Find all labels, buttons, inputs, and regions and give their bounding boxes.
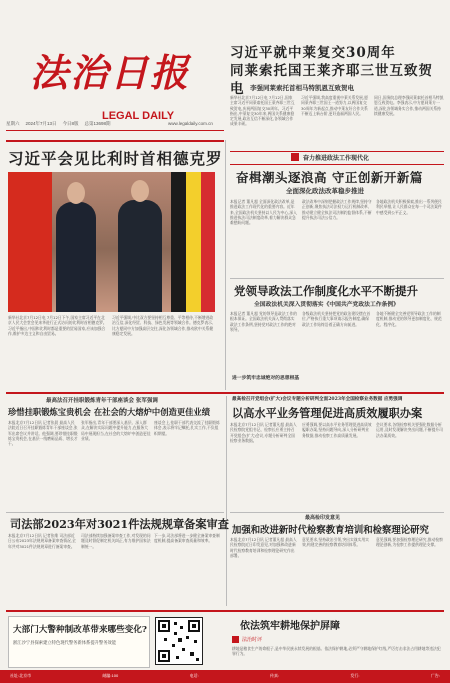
body-text: 同日,国务院总理李强同莱索托首相马特凯恩互致贺电。李强表示,中方愿同莱方一道,深化各领域务实合作,推动两国关系持续健康发展。: [374, 95, 444, 116]
body-text: 本报记者 董凡超 党的领导是政法工作的根本保证。全国政法机关深入贯彻落实政法工作条例,坚持党对政法工作的绝对领导。: [230, 311, 297, 332]
issue-date: 2024年7月13日: [25, 121, 57, 126]
footer-item: 电话:: [189, 673, 199, 678]
top-story-subline: 李强同莱索托首相马特凯恩互致贺电: [250, 84, 354, 92]
body-text: 新华社北京7月12日电 7月12日,国家主席习近平同莱索托国王莱齐耶三世互致贺电,庆祝两国复交30周年。习近平指出,中莱复交30年来,两国关系健康稳定发展,政治互信不断深化,各领域合作成果丰硕。: [230, 95, 295, 127]
flag-china: [8, 172, 30, 312]
story-divider: [230, 278, 444, 279]
body-text: 张军指出,青年干部要深入基层、深入群众,在解决实际问题中提升能力,在服务大局中展现担当,在社会的大熔炉中创造更佳业绩。: [81, 420, 151, 441]
footer-item: 社址:北京市: [10, 673, 32, 678]
weekday: 星期六: [6, 121, 20, 126]
footer-info: [10, 673, 440, 679]
person-xi: [118, 200, 162, 312]
mid-left-kicker: 最高法召开挂职锻炼青年干部座谈会 张军强调: [46, 398, 158, 404]
body-text: 意见要求,坚持政治引领,突出实战实用实效,构建完善的检察教育培训体系。: [302, 537, 369, 548]
person-head: [67, 182, 85, 204]
mid-right-kicker: 最高检召开党组会(扩大)会议专题分析研判全面2023年全国检察业务数据 应勇强调: [232, 397, 403, 402]
lower-right-headline[interactable]: 加强和改进新时代检察教育培训和检察理论研究: [232, 525, 429, 536]
body-text: 本报北京7月12日讯 记者董凡超 最高人民检察院近日印发意见,对加强和改进新时代检察教育培训和检察理论研究作出部署。: [230, 537, 297, 558]
section-icon: [291, 153, 299, 161]
body-text: 习近平强调,中比双方要坚持相互尊重、平等相待,不断增进政治互信,深化经贸、科技、绿色发展等领域合作。德克罗表示,比方愿同中方加强高层交往,深化各领域合作,推动欧中关系健康稳定发展。: [112, 315, 214, 336]
footer-item: 邮编:100: [102, 673, 119, 678]
mid-right-headline[interactable]: 以高水平业务管理促进高质效履职办案: [232, 406, 423, 420]
story-divider: [230, 512, 444, 513]
person-head: [131, 180, 149, 202]
masthead-subtitle: LEGAL DAILY: [102, 110, 175, 122]
person-de-croo: [56, 202, 96, 312]
story1-subline: 全面深化政法改革稳步推进: [286, 187, 364, 195]
qr-code[interactable]: [155, 617, 203, 665]
editorial-headline[interactable]: 依法筑牢耕地保护屏障: [240, 621, 340, 632]
body-text: 耕地是粮食生产的命根子,是中华民族永续发展的根基。依法保护耕地,必须严守耕地保护红线,严厉打击非法占用耕地等违法犯罪行为。: [232, 646, 441, 657]
body-text: 各级政法机关坚持把党的政治建设摆在首位,严格执行重大事项请示报告制度,确保政法工作始终沿着正确方向前进。: [302, 311, 371, 327]
mid-left-headline[interactable]: 珍惜挂职锻炼宝贵机会 在社会的大熔炉中创造更佳业绩: [8, 407, 211, 417]
body-text: 本报北京7月12日讯 记者张维 司法部近日公布2023年法规规章备案审查情况,全年共对3021件法规规章进行备案审查。: [8, 533, 76, 549]
top-headline-line2: 同莱索托国王莱齐耶三世互致贺电: [230, 63, 433, 97]
column-divider: [225, 140, 226, 390]
page-count: 今日8版: [62, 121, 79, 126]
masthead-divider: [6, 130, 224, 131]
lower-right-kicker: 最高检印发意见: [305, 515, 341, 521]
website-link[interactable]: www.legaldaily.com.cn: [168, 121, 213, 126]
footer-item: 传真:: [269, 673, 280, 678]
body-text: 意见强调,要加强检察理论研究,推动检察理论创新,为检察工作提供理论支撑。: [376, 537, 443, 548]
section-banner-text: 奋力推进政法工作现代化: [303, 155, 370, 162]
body-text: 会议要求,各级检察机关要强化数据分析运用,及时发现解决突出问题,不断提升司法办案质效。: [376, 422, 443, 438]
body-text: 下一步,司法部将进一步健全备案审查制度机制,提高备案审查质量和效率。: [154, 533, 220, 544]
body-text: 本报北京7月12日讯 记者张晨 最高人民法院近日召开挂职锻炼青年干部座谈会,张军出席会议并讲话。他强调,要珍惜挂职锻炼宝贵机会,在基层一线磨砺品质、增长才干。: [8, 420, 78, 447]
story2-subline: 全国政法机关深入贯彻落实《中国共产党政法工作条例》: [254, 302, 399, 308]
footer-item: 广告:: [430, 673, 440, 678]
section-divider: [6, 610, 444, 612]
lead-story-headline[interactable]: 习近平会见比利时首相德克罗: [8, 149, 223, 168]
promo-subtitle: 浙江沙宁县探索建立特色现代警务新体系提升警务效能: [13, 641, 117, 646]
issue-number: 总第13698期: [84, 121, 111, 126]
body-text: 各地不断健全完善党领导政法工作的制度机制,推动党的领导更加制度化、规范化、程序化。: [376, 311, 442, 327]
top-headline-line1: 习近平就中莱复交30周年: [230, 45, 396, 61]
photo-caption: 新华社北京7月12日电: [8, 315, 46, 320]
editorial-icon: [232, 636, 239, 643]
story1-headline[interactable]: 奋楫潮头逐浪高 守正创新开新篇: [236, 170, 423, 185]
body-text: 本报记者 董凡超 全面深化政法改革,是推进政法工作现代化的重要内容。近年来,全国政法机关坚持以人民为中心,深入推进执法司法制度改革,着力解决群众急难愁盼问题。: [230, 199, 297, 226]
column-divider: [226, 396, 227, 606]
body-text: 政法改革中深刻把握政法工作规律,坚持守正创新,聚焦执法司法权力运行机制改革,推动建立健全执法司法制约监督体系,不断提升执法司法公信力。: [302, 199, 372, 220]
body-text: 新华社北京7月12日电 7月12日下午,国家主席习近平在北京人民大会堂会见来华进行正式访问的比利时首相德克罗。习近平指出,中国和比利时都是重要的贸易国家,应该加强合作,维护多边主义和自由贸易。: [8, 315, 107, 336]
story2-headline[interactable]: 党领导政法工作制度化水平不断提升: [234, 284, 418, 298]
lead-photo[interactable]: [8, 172, 215, 312]
flag-china: [30, 172, 52, 312]
story2-note: 进一步筑牢忠诚绝对的思想根基: [232, 375, 300, 381]
body-text: 司法部持续加强备案审查工作,对发现的问题及时督促制定机关纠正,有力维护国家法制统一。: [81, 533, 151, 549]
body-text: 习近平强调,我高度重视中莱关系发展,愿同莱齐耶三世国王一道努力,以两国复交30周年为新起点,推动中莱友好合作关系不断迈上新台阶,更好造福两国人民。: [301, 95, 368, 116]
flag-belgium-red: [201, 172, 215, 312]
body-text: 本报北京7月12日讯 记者董凡超 最高人民检察院党组书记、检察长应勇主持召开党组会(扩大)会议,专题分析研判全国检察业务数据。: [230, 422, 297, 443]
body-text: 应勇强调,要以高水平业务管理促进高质效履职办案,坚持问题导向,深入分析研判业务数据,推动检察工作高质量发展。: [302, 422, 372, 438]
lead-divider: [6, 140, 224, 142]
promo-title[interactable]: 大部门大警种制改革带来哪些变化?: [13, 625, 147, 635]
masthead-title: 法治日报: [30, 50, 191, 95]
editorial-tag: 法治时评: [242, 637, 263, 643]
body-text: 座谈会上,挂职干部代表交流了挂职锻炼体会,表示将牢记嘱托,扎实工作,不负组织期望。: [154, 420, 220, 436]
footer-item: 发行:: [350, 673, 360, 678]
section-divider: [6, 392, 444, 394]
story-divider: [6, 512, 224, 513]
body-text: 各地政法机关积极探索,推出一系列便民利民举措,让人民群众在每一个司法案件中感受到公平正义。: [376, 199, 442, 215]
lower-left-headline[interactable]: 司法部2023年对3021件法规规章备案审查: [10, 517, 229, 531]
